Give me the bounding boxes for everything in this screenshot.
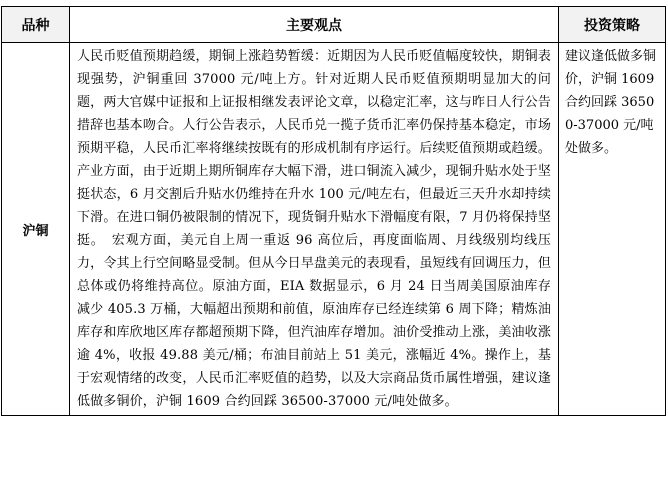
strategy-cell: 建议逢低做多铜价，沪铜 1609 合约回踩 36500-37000 元/吨处做多。 bbox=[559, 43, 666, 416]
product-cell: 沪铜 bbox=[2, 43, 70, 416]
header-views: 主要观点 bbox=[70, 7, 559, 43]
header-row bbox=[2, 7, 666, 43]
views-cell: 人民币贬值预期趋缓，期铜上涨趋势暂缓：近期因为人民币贬值幅度较快，期铜表现强势，沪铜重回 37000 元/吨上方。针对近期人民币贬值预期明显加大的问题，两大官媒中证报和上证报相继发表评论文章，以稳定汇率，这与昨日人行公告措辞也基本吻合。人行公告表示，人民币兑一揽子货币汇率仍保持基本稳定，市场预期平稳，人民币汇率将继续按既有的形成机制有序运行。后续贬值预期或趋缓。产业方面，由于近期上期所铜库存大幅下滑，进口铜流入减少，现铜升贴水处于坚挺状态，6 月交割后升贴水仍维持在升水 100 元/吨左右，但最近三天升水却持续下滑。在进口铜仍被限制的情况下，现货铜升贴水下滑幅度有限，7 月仍将保持坚挺。 宏观方面，美元自上周一重返 96 高位后，再度面临周、月线级别均线压力，令其上行空间略显受制。但从今日早盘美元的表现看，虽短线有回调压力，但总体或仍将维持高位。原油方面，EIA 数据显示，6 月 24 日当周美国原油库存减少 405.3 万桶，大幅超出预期和前值，原油库存已经连续第 6 周下降；精炼油库存和库欣地区库存都超预期下降，但汽油库存增加。油价受推动上涨，美油收涨逾 4%，收报 49.88 美元/桶；布油目前站上 51 美元，涨幅近 4%。操作上，基于宏观情绪的改变，人民币汇率贬值的趋势，以及大宗商品货币属性增强，建议逢低做多铜价，沪铜 1609 合约回踩 36500-37000 元/吨处做多。 bbox=[70, 43, 559, 416]
strategy-table bbox=[1, 6, 666, 416]
header-product: 品种 bbox=[2, 7, 70, 43]
table-row bbox=[2, 43, 666, 416]
header-strategy: 投资策略 bbox=[559, 7, 666, 43]
